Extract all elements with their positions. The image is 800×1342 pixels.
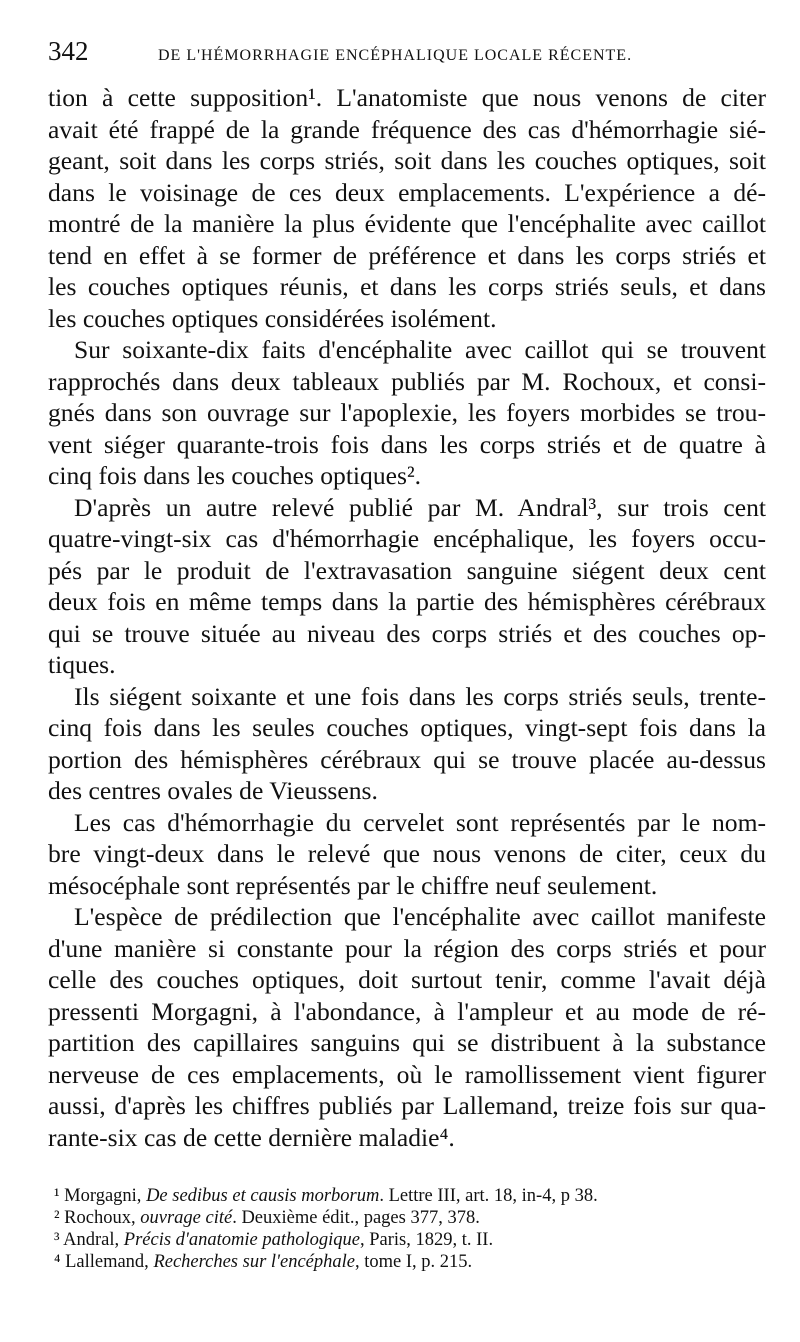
footnote-rest: , tome I, p. 215. [355, 1252, 473, 1272]
text-line: mésocéphale sont représentés par le chiffre neuf seulement. [48, 870, 658, 900]
text-line: cinq fois dans les couches optiques². [48, 461, 422, 490]
text-line: des centres ovales de Vieussens. [48, 776, 378, 805]
text-line: rante-six cas de cette dernière maladie⁴. [48, 1122, 455, 1152]
footnote-mark: ¹ [54, 1186, 65, 1206]
body-text [48, 82, 766, 1153]
footnote-author: Andral, [63, 1230, 124, 1250]
footnote-author: Morgagni, [64, 1186, 147, 1206]
text-line: tion à cette supposition¹. L'anatomiste que nous venons de citer [48, 83, 766, 112]
text-line: geant, soit dans les corps striés, soit dans les couches optiques, soit [48, 146, 766, 175]
text-line: nerveuse de ces emplacements, où le ramollissement vient figurer [48, 1059, 766, 1089]
text-line: quatre-vingt-six cas d'hémorrhagie encéphalique, les foyers occu- [48, 524, 766, 553]
footnote [48, 1229, 766, 1251]
text-line: cinq fois dans les seules couches optiques, vingt-sept fois dans la [48, 713, 766, 742]
footnote [48, 1185, 766, 1207]
footnote-title: Recherches sur l'encéphale [153, 1252, 355, 1272]
book-page [48, 36, 766, 1273]
text-line: partition des capillaires sanguins qui se distribuent à la substance [48, 1028, 766, 1057]
footnote-mark: ² [54, 1208, 65, 1228]
footnote-rest: , Paris, 1829, t. II. [359, 1230, 494, 1250]
text-line: bre vingt-deux dans le relevé que nous venons de citer, ceux du [48, 839, 766, 868]
text-line: Ils siégent soixante et une fois dans les corps striés seuls, trente- [74, 681, 766, 711]
footnote-rest: . Deuxième édit., pages 377, 378. [232, 1208, 480, 1228]
text-line: gnés dans son ouvrage sur l'apoplexie, les foyers morbides se trou- [48, 398, 766, 427]
text-line: montré de la manière la plus évidente que l'encéphalite avec caillot [48, 209, 766, 238]
footnote [48, 1207, 766, 1229]
text-line: deux fois en même temps dans la partie des hémisphères cérébraux [48, 587, 766, 616]
footnote-rest: . Lettre III, art. 18, in-4, p 38. [379, 1186, 598, 1206]
text-line: tiques. [48, 650, 116, 679]
text-line: pés par le produit de l'extravasation sanguine siégent deux cent [48, 555, 766, 585]
page-header [48, 36, 766, 76]
text-line: pressenti Morgagni, à l'abondance, à l'ampleur et au mode de ré- [48, 996, 766, 1026]
text-line: L'espèce de prédilection que l'encéphalite avec caillot manifeste [74, 902, 766, 931]
text-line: les couches optiques considérées isolément. [48, 303, 497, 333]
text-line: celle des couches optiques, doit surtout tenir, comme l'avait déjà [48, 965, 766, 994]
text-line: qui se trouve située au niveau des corps striés et des couches op- [48, 618, 766, 648]
footnotes [48, 1185, 766, 1273]
text-line: d'une manière si constante pour la région des corps striés et pour [48, 933, 766, 963]
text-line: Les cas d'hémorrhagie du cervelet sont représentés par le nom- [74, 807, 766, 837]
footnote-title: ouvrage cité [140, 1208, 233, 1228]
footnote [48, 1251, 766, 1273]
footnote-mark: ³ [54, 1230, 64, 1250]
text-line: tend en effet à se former de préférence et dans les corps striés et [48, 240, 766, 270]
page-number: 342 [48, 36, 89, 66]
text-line: portion des hémisphères cérébraux qui se trouve placée au-dessus [48, 744, 766, 774]
footnote-author: Rochoux, [64, 1208, 141, 1228]
text-line: aussi, d'après les chiffres publiés par Lallemand, treize fois sur qua- [48, 1091, 766, 1120]
footnote-author: Lallemand, [65, 1252, 154, 1272]
text-line: vent siéger quarante-trois fois dans les corps striés et de quatre à [48, 429, 766, 459]
text-line: Sur soixante-dix faits d'encéphalite avec caillot qui se trouvent [74, 335, 766, 364]
running-title: DE L'HÉMORRHAGIE ENCÉPHALIQUE LOCALE RÉCENTE. [158, 47, 633, 64]
text-line: D'après un autre relevé publié par M. Andral³, sur trois cent [74, 492, 766, 522]
text-line: les couches optiques réunis, et dans les corps striés seuls, et dans [48, 272, 766, 301]
footnote-mark: ⁴ [54, 1252, 66, 1272]
text-line: dans le voisinage de ces deux emplacements. L'expérience a dé- [48, 177, 766, 207]
text-line: rapprochés dans deux tableaux publiés par M. Rochoux, et consi- [48, 366, 766, 396]
text-line: avait été frappé de la grande fréquence des cas d'hémorrhagie sié- [48, 114, 766, 144]
footnote-title: De sedibus et causis morborum [146, 1186, 380, 1206]
footnote-title: Précis d'anatomie pathologique [123, 1230, 360, 1250]
